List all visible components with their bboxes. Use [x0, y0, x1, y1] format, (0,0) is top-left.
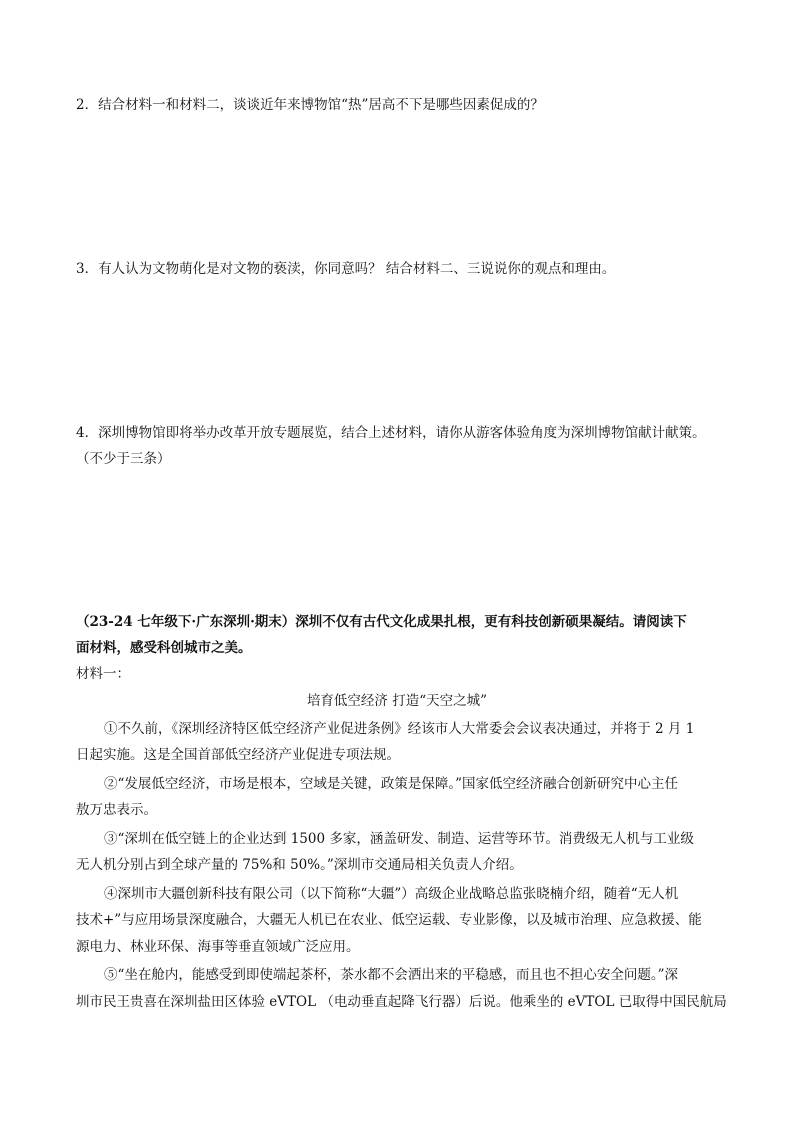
paragraph-line: ①不久前，《深圳经济特区低空经济产业促进条例》经该市人大常委会会议表决通过，并将于 2 月 1: [104, 721, 695, 737]
paragraph-line: ⑤“坐在舱内，能感受到即使端起茶杯，茶水都不会洒出来的平稳感，而且也不担心安全问题。”深: [104, 967, 679, 983]
paragraph-line: 圳市民王贵喜在深圳盐田区体验 eVTOL （电动垂直起降飞行器）后说。他乘坐的 eVTOL 已取得中国民航局: [76, 994, 727, 1010]
paragraph-line: 源电力、林业环保、海事等垂直领域广泛应用。: [76, 939, 360, 955]
material-title: 培育低空经济 打造“天空之城”: [306, 693, 488, 709]
question-3: 3．有人认为文物萌化是对文物的亵渎，你同意吗？ 结合材料二、三说说你的观点和理由。: [76, 261, 616, 277]
paragraph-line: 敖万忠表示。: [76, 802, 157, 818]
paragraph-line: ④深圳市大疆创新科技有限公司（以下简称“大疆”）高级企业战略总监张晓楠介绍，随着“无人机: [104, 886, 679, 902]
paragraph-line: 技术+”与应用场景深度融合，大疆无人机已在农业、低空运载、专业影像，以及城市治理、应急救援、能: [76, 912, 702, 928]
paragraph-line: ②“发展低空经济，市场是根本，空域是关键，政策是保障。”国家低空经济融合创新研究中心主任: [104, 776, 679, 792]
question-2: 2．结合材料一和材料二，谈谈近年来博物馆“热”居高不下是哪些因素促成的？: [76, 97, 544, 113]
intro-line-2: 面材料，感受科创城市之美。: [76, 640, 252, 656]
paragraph-line: ③“深圳在低空链上的企业达到 1500 多家，涵盖研发、制造、运营等环节。消费级无人机与工业级: [104, 831, 694, 847]
paragraph-line: 无人机分别占到全球产量的 75%和 50%。”深圳市交通局相关负责人介绍。: [76, 857, 523, 873]
paragraph-line: 日起实施。这是全国首部低空经济产业促进专项法规。: [76, 747, 400, 763]
intro-line-1: （23-24 七年级下·广东深圳·期末）深圳不仅有古代文化成果扎根，更有科技创新硕果凝结。请阅读下: [76, 614, 687, 630]
question-4-line-2: （不少于三条）: [76, 451, 171, 467]
material-label: 材料一：: [76, 666, 130, 682]
question-4-line-1: 4．深圳博物馆即将举办改革开放专题展览，结合上述材料，请你从游客体验角度为深圳博物馆献计献策。: [76, 425, 706, 441]
